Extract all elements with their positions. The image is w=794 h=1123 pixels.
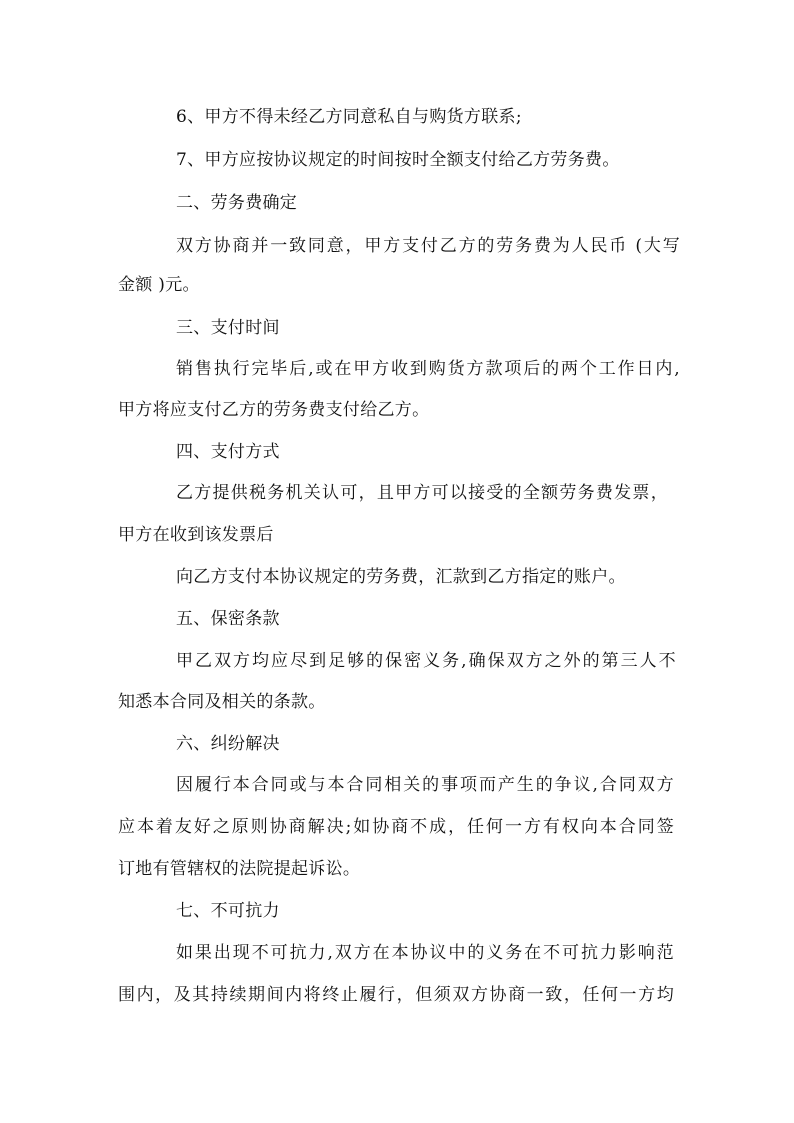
- payment-method-line-3: 向乙方支付本协议规定的劳务费，汇款到乙方指定的账户。: [176, 567, 626, 587]
- section-heading-force-majeure: 七、不可抗力: [176, 901, 280, 921]
- section-heading-payment-method: 四、支付方式: [176, 442, 280, 462]
- clause-7-line: 7、甲方应按协议规定的时间按时全额支付给乙方劳务费。: [176, 150, 620, 170]
- payment-time-line-2: 甲方将应支付乙方的劳务费支付给乙方。: [118, 400, 430, 420]
- labor-fee-line-1: 双方协商并一致同意，甲方支付乙方的劳务费为人民币 (大写: [176, 236, 680, 256]
- payment-method-line-2: 甲方在收到该发票后: [118, 525, 274, 545]
- confidentiality-line-1: 甲乙双方均应尽到足够的保密义务,确保双方之外的第三人不: [176, 651, 676, 671]
- section-heading-payment-time: 三、支付时间: [176, 318, 280, 338]
- force-majeure-line-1: 如果出现不可抗力,双方在本协议中的义务在不可抗力影响范: [176, 943, 674, 963]
- dispute-line-2: 应本着友好之原则协商解决;如协商不成，任何一方有权向本合同签: [118, 817, 674, 837]
- confidentiality-line-2: 知悉本合同及相关的条款。: [118, 692, 326, 712]
- dispute-line-1: 因履行本合同或与本合同相关的事项而产生的争议,合同双方: [176, 775, 674, 795]
- section-heading-confidentiality: 五、保密条款: [176, 609, 280, 629]
- payment-method-line-1: 乙方提供税务机关认可，且甲方可以接受的全额劳务费发票，: [176, 483, 668, 503]
- labor-fee-line-2: 金额 )元。: [118, 275, 200, 295]
- section-heading-labor-fee: 二、劳务费确定: [176, 193, 298, 213]
- dispute-line-3: 订地有管辖权的法院提起诉讼。: [118, 859, 361, 879]
- payment-time-line-1: 销售执行完毕后,或在甲方收到购货方款项后的两个工作日内,: [176, 359, 680, 379]
- section-heading-dispute: 六、纠纷解决: [176, 734, 280, 754]
- clause-6-line: 6、甲方不得未经乙方同意私自与购货方联系;: [176, 107, 522, 127]
- force-majeure-line-2: 围内，及其持续期间内将终止履行，但须双方协商一致，任何一方均: [118, 985, 674, 1005]
